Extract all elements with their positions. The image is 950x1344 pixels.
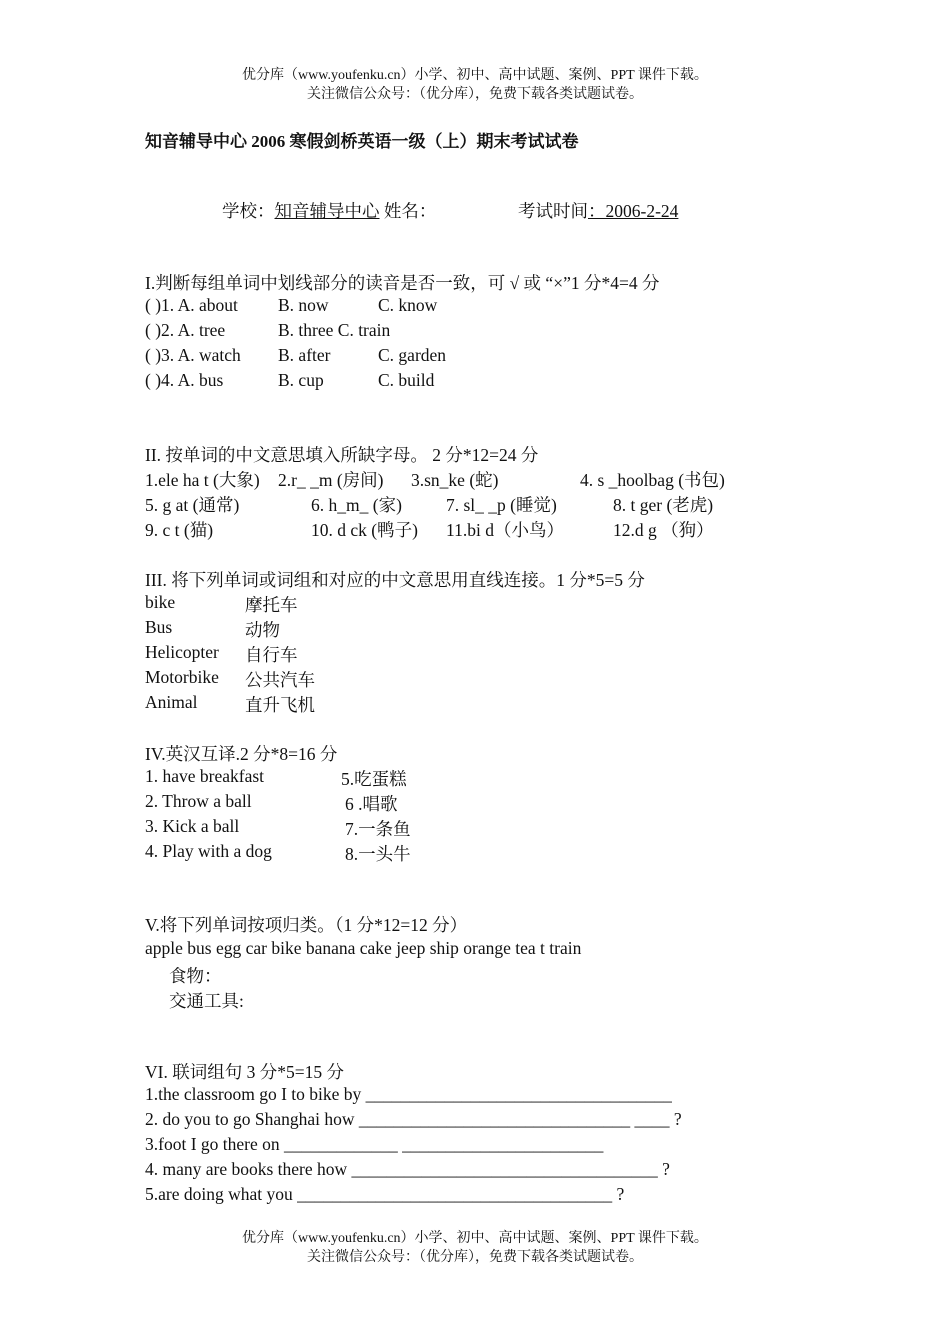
s3-cn-2: 动物 xyxy=(245,620,280,640)
page-title: 知音辅导中心 2006 寒假剑桥英语一级（上）期末考试试卷 xyxy=(145,132,579,151)
header-line-2: 关注微信公众号：（优分库），免费下载各类试题试卷。 xyxy=(307,87,643,102)
s5-transport-label: 交通工具: xyxy=(169,991,244,1011)
time-value: ：2006-2-24 xyxy=(588,201,679,221)
s1-row-1-a: ( )1. A. about xyxy=(145,295,238,315)
s2-item-2: 2.r_ _m (房间) xyxy=(278,470,384,490)
s1-row-3-c: C. garden xyxy=(378,345,447,365)
s1-row-4-c: C. build xyxy=(378,370,435,390)
footer-line-1: 优分库（www.youfenku.cn）小学、初中、高中试题、案例、PPT 课件下载。 xyxy=(242,1231,708,1246)
section-6-heading: VI. 联词组句 3 分*5=15 分 xyxy=(145,1062,344,1082)
name-label: 姓名： xyxy=(383,201,437,221)
s3-cn-3: 自行车 xyxy=(245,645,298,665)
s2-item-3: 3.sn_ke (蛇) xyxy=(411,470,499,490)
s4-left-4: 4. Play with a dog xyxy=(145,841,272,861)
s1-row-2-a: ( )2. A. tree xyxy=(145,320,226,340)
s6-line-3: 3.foot I go there on _____________ _______________________ xyxy=(145,1134,604,1154)
s2-item-4: 4. s _hoolbag (书包) xyxy=(580,470,725,490)
section-3-heading: III. 将下列单词或词组和对应的中文意思用直线连接。1 分*5=5 分 xyxy=(145,570,645,590)
s5-word-list: apple bus egg car bike banana cake jeep ship orange tea t train xyxy=(145,938,582,958)
s3-en-2: Bus xyxy=(145,617,173,637)
s2-item-10: 10. d ck (鸭子) xyxy=(311,520,418,540)
s2-item-7: 7. sl_ _p (睡觉) xyxy=(446,495,557,515)
header-line-1: 优分库（www.youfenku.cn）小学、初中、高中试题、案例、PPT 课件下载。 xyxy=(242,68,708,83)
footer-line-2: 关注微信公众号：（优分库），免费下载各类试题试卷。 xyxy=(307,1250,643,1265)
section-5-heading: V.将下列单词按项归类。（1 分*12=12 分） xyxy=(145,915,468,935)
time-label: 考试时间 xyxy=(518,201,588,221)
s6-line-5: 5.are doing what you ____________________________________ ? xyxy=(145,1184,625,1204)
s4-left-1: 1. have breakfast xyxy=(145,766,265,786)
info-line xyxy=(222,198,436,223)
s4-right-2: 6 .唱歌 xyxy=(345,794,398,814)
s3-en-1: bike xyxy=(145,592,176,612)
s4-left-2: 2. Throw a ball xyxy=(145,791,252,811)
s1-row-2-b: B. three C. train xyxy=(278,320,391,340)
school-label: 学校： xyxy=(222,201,275,221)
s2-item-6: 6. h_m_ (家) xyxy=(311,495,402,515)
s5-food-label: 食物： xyxy=(169,966,222,986)
s2-item-11: 11.bi d（小鸟） xyxy=(446,520,564,540)
s1-row-3-a: ( )3. A. watch xyxy=(145,345,241,365)
s3-en-5: Animal xyxy=(145,692,198,712)
s2-item-12: 12.d g （狗） xyxy=(613,520,714,540)
s4-right-3: 7.一条鱼 xyxy=(345,819,411,839)
s4-right-1: 5.吃蛋糕 xyxy=(341,769,407,789)
s6-line-4: 4. many are books there how ___________________________________ ? xyxy=(145,1159,670,1179)
s6-line-1: 1.the classroom go I to bike by ___________________________________ xyxy=(145,1084,672,1104)
section-2-heading: II. 按单词的中文意思填入所缺字母。 2 分*12=24 分 xyxy=(145,445,539,465)
school-value: 知音辅导中心 xyxy=(274,201,380,221)
s4-left-3: 3. Kick a ball xyxy=(145,816,240,836)
s1-row-1-b: B. now xyxy=(278,295,329,315)
s2-item-1: 1.ele ha t (大象) xyxy=(145,470,260,490)
s3-en-4: Motorbike xyxy=(145,667,219,687)
section-1-heading: I.判断每组单词中划线部分的读音是否一致，可 √ 或 “×”1 分*4=4 分 xyxy=(145,273,660,293)
s1-row-3-b: B. after xyxy=(278,345,331,365)
s3-cn-4: 公共汽车 xyxy=(245,670,315,690)
section-4-heading: IV.英汉互译.2 分*8=16 分 xyxy=(145,744,338,764)
exam-time xyxy=(518,198,678,223)
s1-row-4-b: B. cup xyxy=(278,370,324,390)
s2-item-8: 8. t ger (老虎) xyxy=(613,495,714,515)
s1-row-4-a: ( )4. A. bus xyxy=(145,370,224,390)
s4-right-4: 8.一头牛 xyxy=(345,844,411,864)
s3-cn-1: 摩托车 xyxy=(245,595,298,615)
s2-item-5: 5. g at (通常) xyxy=(145,495,240,515)
s3-en-3: Helicopter xyxy=(145,642,219,662)
s2-item-9: 9. c t (猫) xyxy=(145,520,214,540)
s6-line-2: 2. do you to go Shanghai how _______________________________ ____ ? xyxy=(145,1109,682,1129)
s3-cn-5: 直升飞机 xyxy=(245,695,315,715)
s1-row-1-c: C. know xyxy=(378,295,438,315)
